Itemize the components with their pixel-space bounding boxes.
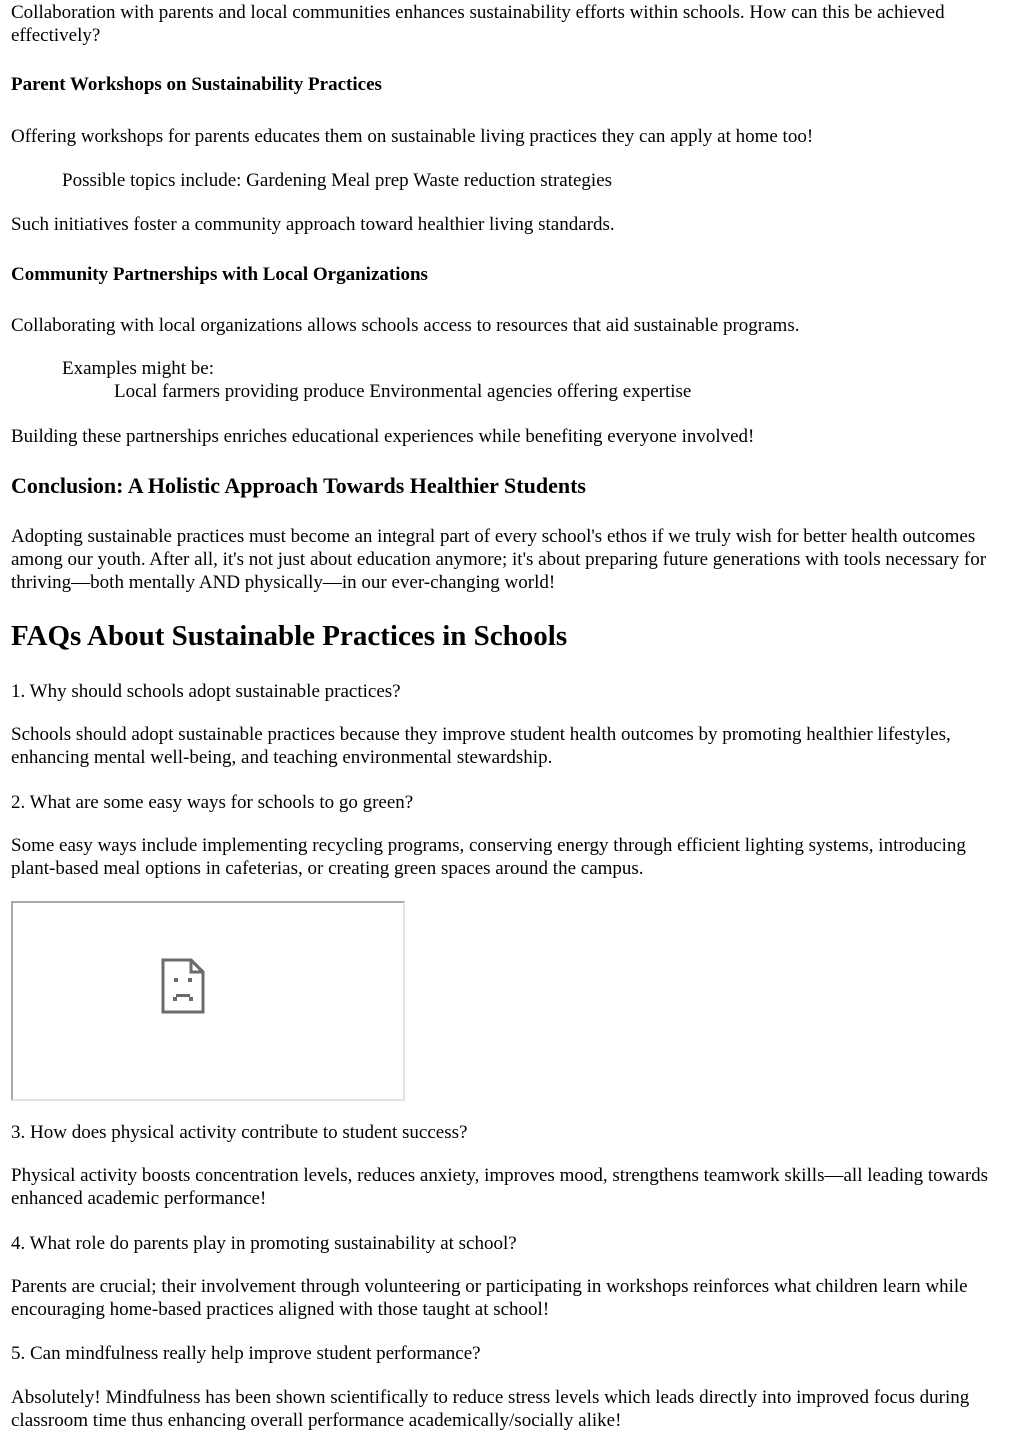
conclusion-heading: Conclusion: A Holistic Approach Towards Healthier Students bbox=[11, 473, 586, 498]
broken-image-placeholder bbox=[11, 901, 405, 1101]
faq-answer: Schools should adopt sustainable practices because they improve student health outcomes by promoting healthier lifestyles, enhancing mental well-being, and teaching environmental stewardship. bbox=[11, 724, 951, 768]
examples-label: Examples might be: bbox=[62, 358, 214, 379]
parent-workshops-paragraph: Offering workshops for parents educates them on sustainable living practices they can apply at home too! bbox=[11, 126, 814, 147]
conclusion-paragraph: Adopting sustainable practices must become an integral part of every school's ethos if we truly wish for better health outcomes among our youth. After all, it's not just about education anymore; it's about preparing future generations with tools necessary for thriving—both mentally AND physically—in our ever-changing world! bbox=[11, 526, 987, 593]
community-partnerships-paragraph: Collaborating with local organizations allows schools access to resources that aid sustainable programs. bbox=[11, 315, 800, 336]
examples-list: Local farmers providing produce Environmental agencies offering expertise bbox=[114, 381, 692, 402]
faq-answer: Physical activity boosts concentration levels, reduces anxiety, improves mood, strengthens teamwork skills—all leading towards enhanced academic performance! bbox=[11, 1165, 989, 1209]
faq-question: 1. Why should schools adopt sustainable practices? bbox=[11, 681, 401, 702]
faq-answer: Some easy ways include implementing recycling programs, conserving energy through efficient lighting systems, introducing plant-based meal options in cafeterias, or creating green spaces around the campus. bbox=[11, 835, 966, 879]
faq-question: 2. What are some easy ways for schools to go green? bbox=[11, 792, 414, 813]
community-partnerships-closing: Building these partnerships enriches educational experiences while benefiting everyone involved! bbox=[11, 426, 755, 447]
workshop-topics-list: Possible topics include: Gardening Meal prep Waste reduction strategies bbox=[62, 170, 613, 191]
faq-question: 4. What role do parents play in promoting sustainability at school? bbox=[11, 1233, 517, 1254]
intro-paragraph: Collaboration with parents and local communities enhances sustainability efforts within schools. How can this be achieved effectively? bbox=[11, 2, 945, 46]
parent-workshops-heading: Parent Workshops on Sustainability Practices bbox=[11, 74, 382, 95]
broken-image-icon bbox=[161, 958, 205, 1014]
faq-answer: Parents are crucial; their involvement through volunteering or participating in workshops reinforces what children learn while encouraging home-based practices aligned with those taught at school! bbox=[11, 1276, 968, 1320]
faq-answer: Absolutely! Mindfulness has been shown scientifically to reduce stress levels which leads directly into improved focus during classroom time thus enhancing overall performance academically/socially alike! bbox=[11, 1387, 970, 1431]
community-partnerships-heading: Community Partnerships with Local Organizations bbox=[11, 264, 428, 285]
faq-question: 5. Can mindfulness really help improve student performance? bbox=[11, 1343, 481, 1364]
faqs-heading: FAQs About Sustainable Practices in Schools bbox=[11, 620, 568, 652]
faq-question: 3. How does physical activity contribute to student success? bbox=[11, 1122, 468, 1143]
parent-workshops-closing: Such initiatives foster a community approach toward healthier living standards. bbox=[11, 214, 615, 235]
